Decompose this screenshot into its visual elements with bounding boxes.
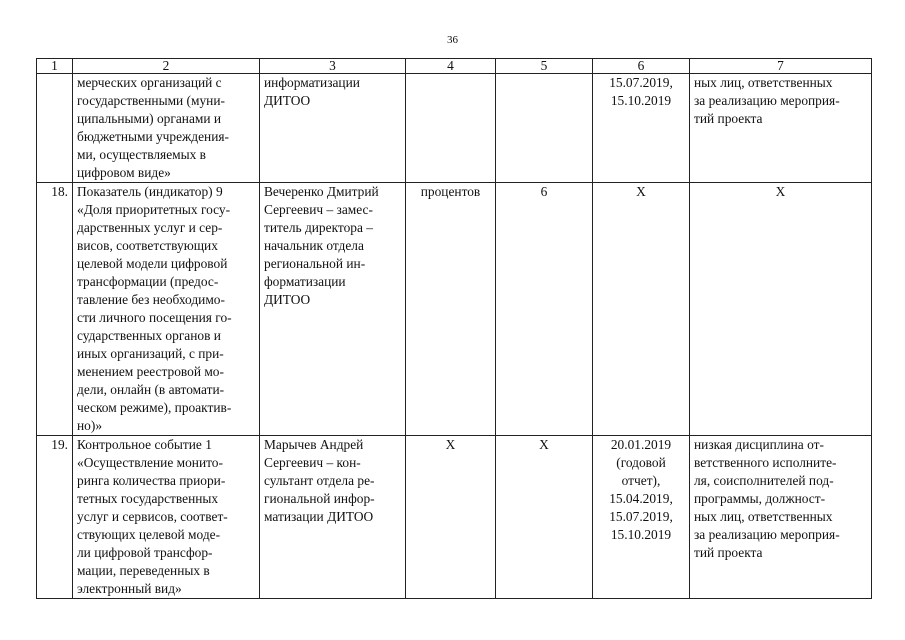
row-number: 19.	[37, 436, 73, 599]
unit: процентов	[406, 183, 496, 436]
responsible-person: информатизации ДИТОО	[260, 74, 406, 183]
table-row	[37, 183, 872, 436]
value: Х	[496, 436, 593, 599]
page-number: 36	[447, 34, 458, 46]
unit: Х	[406, 436, 496, 599]
unit	[406, 74, 496, 183]
deadline: 15.07.2019, 15.10.2019	[593, 74, 690, 183]
row-number: 18.	[37, 183, 73, 436]
col-header-2: 2	[73, 59, 260, 74]
value	[496, 74, 593, 183]
event-name: Показатель (индикатор) 9 «Доля приоритетных госу- дарственных услуг и сер- висов, соответствующих целевой модели цифровой трансформации (предос- тавление без необходимо- сти личного посещения го- сударственных органов и иных организаций, с при- менением реестровой мо- дели, онлайн (в автомати- ческом режиме), проактив- но)»	[73, 183, 260, 436]
responsible-person: Вечеренко Дмитрий Сергеевич – замес- титель директора – начальник отдела региональной ин- форматизации ДИТОО	[260, 183, 406, 436]
col-header-5: 5	[496, 59, 593, 74]
row-number	[37, 74, 73, 183]
table-row	[37, 74, 872, 183]
header-row	[37, 59, 872, 74]
plan-table	[36, 58, 872, 599]
col-header-7: 7	[690, 59, 872, 74]
col-header-4: 4	[406, 59, 496, 74]
risk: ных лиц, ответственных за реализацию мероприя- тий проекта	[690, 74, 872, 183]
event-name: Контрольное событие 1 «Осуществление монито- ринга количества приори- тетных государственных услуг и сервисов, соответ- ствующих целевой моде- ли цифровой трансфор- мации, переведенных в электронный вид»	[73, 436, 260, 599]
col-header-3: 3	[260, 59, 406, 74]
responsible-person: Марычев Андрей Сергеевич – кон- сультант отдела ре- гиональной инфор- матизации ДИТОО	[260, 436, 406, 599]
deadline: Х	[593, 183, 690, 436]
col-header-1: 1	[37, 59, 73, 74]
value: 6	[496, 183, 593, 436]
event-name: мерческих организаций с государственными (муни- ципальными) органами и бюджетными учреждения- ми, осуществляемых в цифровом виде»	[73, 74, 260, 183]
table-row	[37, 436, 872, 599]
risk: низкая дисциплина от- ветственного исполните- ля, соисполнителей под- программы, должност- ных лиц, ответственных за реализацию мероприя- тий проекта	[690, 436, 872, 599]
risk: Х	[690, 183, 872, 436]
col-header-6: 6	[593, 59, 690, 74]
deadline: 20.01.2019 (годовой отчет), 15.04.2019, 15.07.2019, 15.10.2019	[593, 436, 690, 599]
